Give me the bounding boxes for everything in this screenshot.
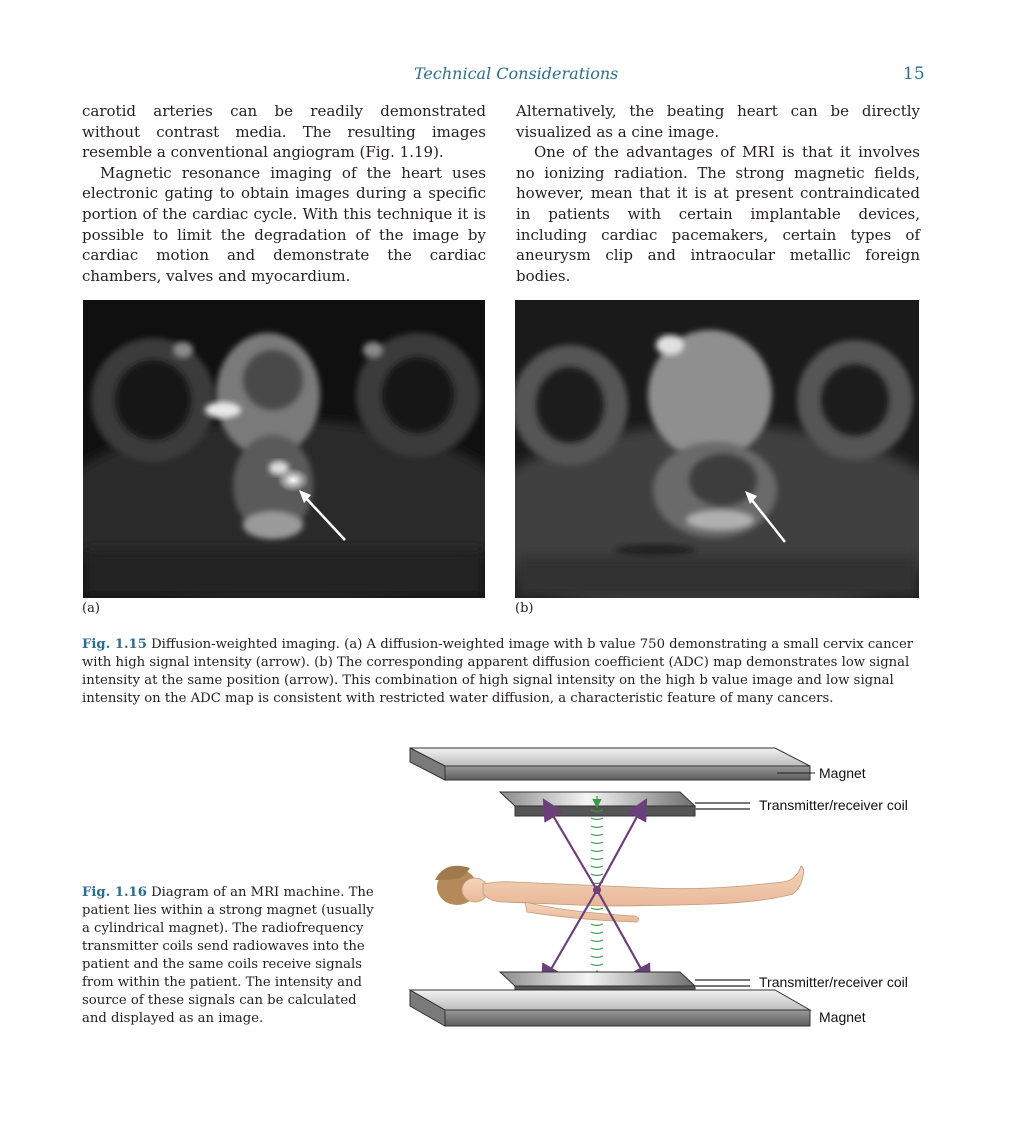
running-title: Technical Considerations [414,64,619,83]
magnet-top [410,748,810,766]
panel-label-a: (a) [82,601,100,616]
adc-map-image [515,300,919,598]
paragraph-cardiac-gating: Magnetic resonance imaging of the heart uses electronic gating to obtain images during a specific portion of the cardiac cycle. With this technique it is possible to limit the degradation of the image by cardiac motion and demonstrate the cardiac chambers, valves and myocardium. [82,163,486,285]
label-coil-top: Transmitter/receiver coil [759,797,908,813]
figure-1-15-caption-text: Diffusion-weighted imaging. (a) A diffusion-weighted image with b value 750 demonstrating a small cervix cancer with high signal intensity (arrow). (b) The corresponding apparent diffusion coefficient (ADC) map demonstrates low signal intensity at the same position (arrow). This combination of high signal intensity on the high b value image and low signal intensity on the ADC map is consistent with restricted water diffusion, a characteristic feature of many cancers. [82,637,914,706]
dwi-image [83,300,485,598]
left-column [82,101,486,286]
coil-bottom [500,972,695,986]
figure-1-15-caption [82,636,920,708]
label-coil-bottom: Transmitter/receiver coil [759,974,908,990]
figure-1-16-caption-text: Diagram of an MRI machine. The patient lies within a strong magnet (usually a cylindrical magnet). The radiofrequency transmitter coils send radiowaves into the patient and the same coils receive signals from within the patient. The intensity and source of these signals can be calculated and displayed as an image. [82,885,374,1026]
page-number: 15 [903,64,925,84]
label-magnet-top: Magnet [819,765,866,781]
patient-figure [435,866,804,922]
right-column [516,101,920,286]
paragraph-advantages: One of the advantages of MRI is that it involves no ionizing radiation. The strong magnetic fields, however, mean that it is at present contraindicated in patients with certain implantable devices, including cardiac pacemakers, certain types of aneurysm clip and intraocular metallic foreign bodies. [516,143,920,285]
running-head [0,64,1019,86]
figure-1-16-ref: Fig. 1.16 [82,885,147,900]
panel-label-b: (b) [515,601,534,616]
figure-1-16-caption [82,884,377,1028]
figure-1-15-ref: Fig. 1.15 [82,637,147,652]
mri-machine-diagram [405,740,935,1035]
paragraph-cine: Alternatively, the beating heart can be directly visualized as a cine image. [516,102,920,141]
magnet-bottom [410,990,810,1010]
paragraph-carotid: carotid arteries can be readily demonstrated without contrast media. The resulting images resemble a conventional angiogram (Fig. 1.19). [82,102,486,162]
label-magnet-bottom: Magnet [819,1009,866,1025]
